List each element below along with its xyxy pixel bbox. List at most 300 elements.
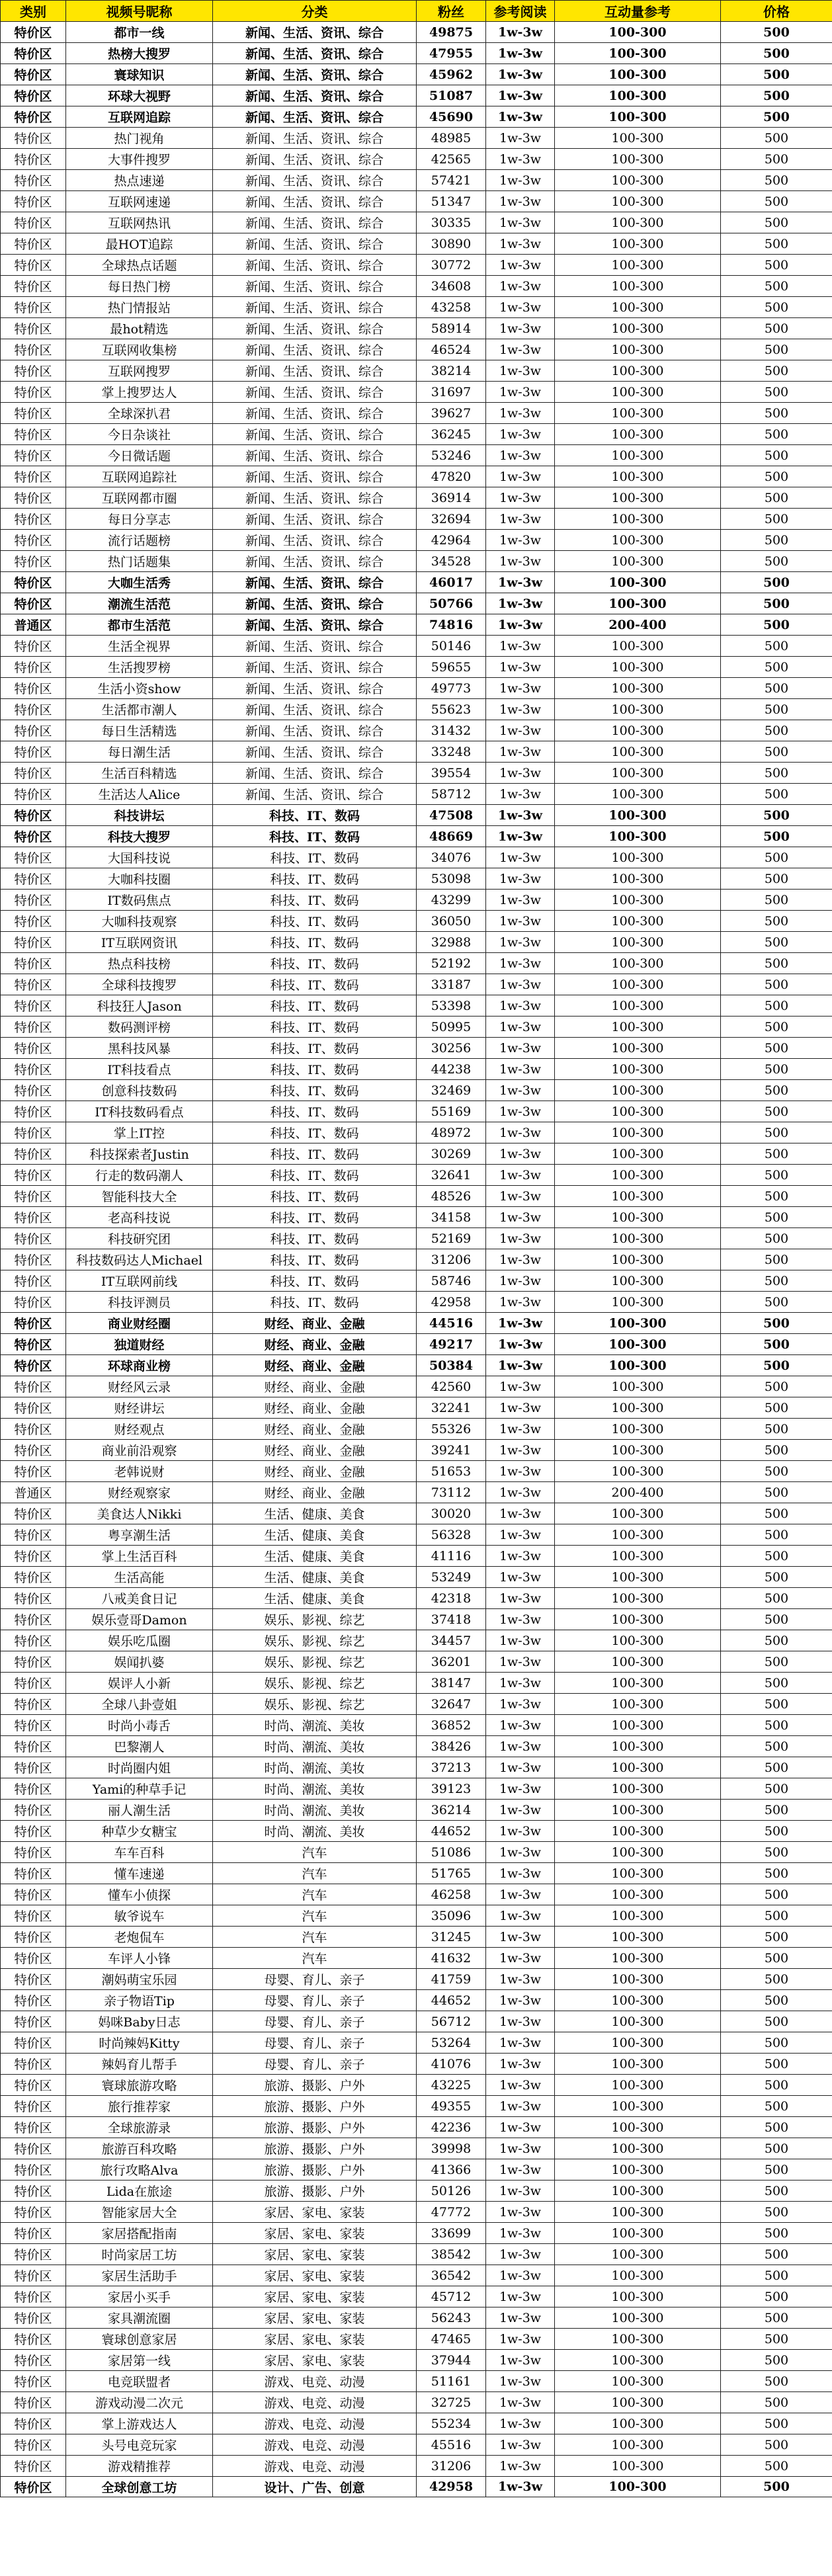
cell-price: 500 <box>721 424 832 445</box>
cell-price: 500 <box>721 1482 832 1503</box>
cell-category: 特价区 <box>1 572 66 593</box>
table-row <box>1 974 832 995</box>
cell-interactions: 100-300 <box>555 1588 721 1609</box>
cell-reads: 1w-3w <box>486 890 555 911</box>
cell-interactions: 100-300 <box>555 1990 721 2011</box>
cell-nickname: 懂车速递 <box>66 1863 213 1884</box>
table-row <box>1 1461 832 1482</box>
cell-category: 特价区 <box>1 847 66 868</box>
table-row <box>1 995 832 1017</box>
cell-interactions: 100-300 <box>555 1736 721 1757</box>
cell-price: 500 <box>721 1249 832 1270</box>
cell-classification: 财经、商业、金融 <box>213 1482 417 1503</box>
table-row <box>1 1228 832 1249</box>
cell-fans: 49875 <box>417 22 486 43</box>
cell-interactions: 100-300 <box>555 2434 721 2456</box>
cell-category: 特价区 <box>1 1334 66 1355</box>
cell-price: 500 <box>721 1313 832 1334</box>
cell-category: 特价区 <box>1 487 66 509</box>
table-row <box>1 382 832 403</box>
cell-fans: 48526 <box>417 1186 486 1207</box>
cell-fans: 32725 <box>417 2392 486 2413</box>
cell-category: 特价区 <box>1 784 66 805</box>
table-row <box>1 445 832 466</box>
cell-fans: 57421 <box>417 170 486 191</box>
cell-nickname: 互联网追踪社 <box>66 466 213 487</box>
cell-category: 特价区 <box>1 995 66 1017</box>
cell-category: 特价区 <box>1 43 66 64</box>
cell-reads: 1w-3w <box>486 2456 555 2477</box>
table-row <box>1 1524 832 1546</box>
table-row <box>1 1800 832 1821</box>
cell-price: 500 <box>721 1630 832 1651</box>
table-row <box>1 1080 832 1101</box>
cell-reads: 1w-3w <box>486 1503 555 1524</box>
cell-category: 特价区 <box>1 2329 66 2350</box>
cell-category: 特价区 <box>1 1165 66 1186</box>
cell-price: 500 <box>721 2434 832 2456</box>
cell-reads: 1w-3w <box>486 1419 555 1440</box>
table-row <box>1 2307 832 2329</box>
cell-category: 特价区 <box>1 1186 66 1207</box>
cell-nickname: 妈咪Baby日志 <box>66 2011 213 2032</box>
cell-interactions: 100-300 <box>555 551 721 572</box>
cell-interactions: 100-300 <box>555 1800 721 1821</box>
cell-interactions: 100-300 <box>555 1038 721 1059</box>
cell-nickname: 家具潮流圈 <box>66 2307 213 2329</box>
cell-reads: 1w-3w <box>486 1757 555 1778</box>
cell-classification: 汽车 <box>213 1842 417 1863</box>
cell-price: 500 <box>721 1969 832 1990</box>
cell-classification: 新闻、生活、资讯、综合 <box>213 276 417 297</box>
cell-nickname: 每日潮生活 <box>66 741 213 763</box>
cell-classification: 新闻、生活、资讯、综合 <box>213 530 417 551</box>
cell-category: 特价区 <box>1 1440 66 1461</box>
table-row <box>1 1397 832 1419</box>
cell-interactions: 100-300 <box>555 974 721 995</box>
cell-interactions: 100-300 <box>555 297 721 318</box>
cell-reads: 1w-3w <box>486 1482 555 1503</box>
cell-fans: 50766 <box>417 593 486 614</box>
cell-nickname: 掌上搜罗达人 <box>66 382 213 403</box>
cell-classification: 娱乐、影视、综艺 <box>213 1673 417 1694</box>
cell-price: 500 <box>721 1292 832 1313</box>
cell-reads: 1w-3w <box>486 1228 555 1249</box>
cell-category: 特价区 <box>1 1969 66 1990</box>
table-row <box>1 868 832 890</box>
cell-fans: 42964 <box>417 530 486 551</box>
table-row <box>1 1884 832 1905</box>
cell-category: 特价区 <box>1 741 66 763</box>
table-row <box>1 1313 832 1334</box>
cell-classification: 娱乐、影视、综艺 <box>213 1630 417 1651</box>
cell-classification: 财经、商业、金融 <box>213 1419 417 1440</box>
cell-price: 500 <box>721 2075 832 2096</box>
cell-category: 特价区 <box>1 1419 66 1440</box>
cell-nickname: IT互联网资讯 <box>66 932 213 953</box>
cell-interactions: 100-300 <box>555 1440 721 1461</box>
cell-reads: 1w-3w <box>486 868 555 890</box>
cell-classification: 新闻、生活、资讯、综合 <box>213 763 417 784</box>
cell-category: 特价区 <box>1 1355 66 1376</box>
cell-price: 500 <box>721 1778 832 1800</box>
cell-fans: 47820 <box>417 466 486 487</box>
cell-reads: 1w-3w <box>486 255 555 276</box>
cell-category: 特价区 <box>1 403 66 424</box>
cell-price: 500 <box>721 530 832 551</box>
cell-fans: 30256 <box>417 1038 486 1059</box>
cell-category: 特价区 <box>1 2075 66 2096</box>
cell-category: 特价区 <box>1 1546 66 1567</box>
cell-reads: 1w-3w <box>486 1334 555 1355</box>
cell-fans: 55623 <box>417 699 486 720</box>
table-row <box>1 191 832 212</box>
cell-interactions: 100-300 <box>555 2117 721 2138</box>
cell-nickname: 互联网热讯 <box>66 212 213 233</box>
cell-category: 特价区 <box>1 1778 66 1800</box>
cell-fans: 36852 <box>417 1715 486 1736</box>
cell-category: 特价区 <box>1 382 66 403</box>
cell-interactions: 100-300 <box>555 1376 721 1397</box>
cell-interactions: 100-300 <box>555 2392 721 2413</box>
cell-category: 特价区 <box>1 1059 66 1080</box>
cell-interactions: 100-300 <box>555 1017 721 1038</box>
cell-nickname: 掌上游戏达人 <box>66 2413 213 2434</box>
cell-interactions: 100-300 <box>555 593 721 614</box>
cell-nickname: 科技狂人Jason <box>66 995 213 1017</box>
cell-category: 特价区 <box>1 2181 66 2202</box>
cell-category: 特价区 <box>1 1905 66 1927</box>
cell-nickname: 科技数码达人Michael <box>66 1249 213 1270</box>
cell-fans: 34076 <box>417 847 486 868</box>
cell-interactions: 100-300 <box>555 1419 721 1440</box>
cell-reads: 1w-3w <box>486 382 555 403</box>
table-row <box>1 763 832 784</box>
cell-fans: 47465 <box>417 2329 486 2350</box>
table-row <box>1 1017 832 1038</box>
cell-fans: 50126 <box>417 2181 486 2202</box>
cell-price: 500 <box>721 953 832 974</box>
cell-nickname: 热榜大搜罗 <box>66 43 213 64</box>
table-row <box>1 2371 832 2392</box>
col-header-category: 类别 <box>1 1 66 22</box>
cell-classification: 游戏、电竞、动漫 <box>213 2392 417 2413</box>
cell-category: 特价区 <box>1 1503 66 1524</box>
cell-nickname: 家居第一线 <box>66 2350 213 2371</box>
cell-price: 500 <box>721 1270 832 1292</box>
cell-category: 特价区 <box>1 2244 66 2265</box>
cell-interactions: 100-300 <box>555 678 721 699</box>
cell-classification: 汽车 <box>213 1948 417 1969</box>
cell-fans: 36914 <box>417 487 486 509</box>
table-row <box>1 2138 832 2159</box>
cell-nickname: 数码测评榜 <box>66 1017 213 1038</box>
cell-fans: 37213 <box>417 1757 486 1778</box>
cell-classification: 新闻、生活、资讯、综合 <box>213 487 417 509</box>
cell-nickname: 辣妈育儿帮手 <box>66 2054 213 2075</box>
cell-interactions: 100-300 <box>555 1249 721 1270</box>
cell-interactions: 100-300 <box>555 2159 721 2181</box>
cell-interactions: 100-300 <box>555 1503 721 1524</box>
cell-category: 特价区 <box>1 932 66 953</box>
cell-classification: 家居、家电、家装 <box>213 2202 417 2223</box>
table-row <box>1 1122 832 1143</box>
cell-price: 500 <box>721 1080 832 1101</box>
cell-nickname: 老高科技说 <box>66 1207 213 1228</box>
cell-price: 500 <box>721 1376 832 1397</box>
cell-nickname: 种草少女糖宝 <box>66 1821 213 1842</box>
cell-fans: 39554 <box>417 763 486 784</box>
cell-category: 特价区 <box>1 106 66 128</box>
cell-fans: 38542 <box>417 2244 486 2265</box>
cell-interactions: 100-300 <box>555 784 721 805</box>
cell-reads: 1w-3w <box>486 2392 555 2413</box>
cell-category: 特价区 <box>1 191 66 212</box>
cell-fans: 41632 <box>417 1948 486 1969</box>
cell-classification: 新闻、生活、资讯、综合 <box>213 360 417 382</box>
cell-price: 500 <box>721 1101 832 1122</box>
cell-fans: 42560 <box>417 1376 486 1397</box>
cell-fans: 44516 <box>417 1313 486 1334</box>
cell-classification: 科技、IT、数码 <box>213 932 417 953</box>
cell-classification: 科技、IT、数码 <box>213 805 417 826</box>
cell-fans: 45690 <box>417 106 486 128</box>
cell-fans: 53264 <box>417 2032 486 2054</box>
cell-price: 500 <box>721 2096 832 2117</box>
cell-nickname: 互联网收集榜 <box>66 339 213 360</box>
cell-reads: 1w-3w <box>486 360 555 382</box>
cell-fans: 30020 <box>417 1503 486 1524</box>
cell-price: 500 <box>721 170 832 191</box>
cell-price: 500 <box>721 551 832 572</box>
cell-classification: 科技、IT、数码 <box>213 953 417 974</box>
cell-classification: 旅游、摄影、户外 <box>213 2159 417 2181</box>
cell-classification: 科技、IT、数码 <box>213 868 417 890</box>
cell-reads: 1w-3w <box>486 233 555 255</box>
cell-classification: 新闻、生活、资讯、综合 <box>213 593 417 614</box>
table-row <box>1 2456 832 2477</box>
cell-nickname: 都市生活范 <box>66 614 213 636</box>
cell-price: 500 <box>721 2117 832 2138</box>
cell-nickname: IT科技数码看点 <box>66 1101 213 1122</box>
cell-reads: 1w-3w <box>486 911 555 932</box>
cell-nickname: 巴黎潮人 <box>66 1736 213 1757</box>
cell-interactions: 100-300 <box>555 43 721 64</box>
cell-price: 500 <box>721 2223 832 2244</box>
cell-reads: 1w-3w <box>486 318 555 339</box>
col-header-nickname: 视频号昵称 <box>66 1 213 22</box>
cell-classification: 母婴、育儿、亲子 <box>213 2032 417 2054</box>
cell-interactions: 100-300 <box>555 2032 721 2054</box>
cell-category: 特价区 <box>1 1757 66 1778</box>
cell-interactions: 100-300 <box>555 1143 721 1165</box>
cell-nickname: 热门视角 <box>66 128 213 149</box>
cell-nickname: 科技评测员 <box>66 1292 213 1313</box>
cell-interactions: 100-300 <box>555 1715 721 1736</box>
cell-interactions: 100-300 <box>555 1630 721 1651</box>
cell-interactions: 100-300 <box>555 2223 721 2244</box>
cell-price: 500 <box>721 2202 832 2223</box>
cell-classification: 科技、IT、数码 <box>213 1038 417 1059</box>
cell-interactions: 100-300 <box>555 1461 721 1482</box>
cell-price: 500 <box>721 1757 832 1778</box>
cell-price: 500 <box>721 1186 832 1207</box>
cell-reads: 1w-3w <box>486 1122 555 1143</box>
cell-price: 500 <box>721 784 832 805</box>
cell-fans: 44652 <box>417 1821 486 1842</box>
cell-price: 500 <box>721 1905 832 1927</box>
table-row <box>1 1736 832 1757</box>
cell-classification: 旅游、摄影、户外 <box>213 2117 417 2138</box>
cell-reads: 1w-3w <box>486 170 555 191</box>
cell-interactions: 100-300 <box>555 530 721 551</box>
cell-classification: 旅游、摄影、户外 <box>213 2096 417 2117</box>
cell-classification: 科技、IT、数码 <box>213 974 417 995</box>
cell-classification: 新闻、生活、资讯、综合 <box>213 22 417 43</box>
cell-category: 特价区 <box>1 2392 66 2413</box>
cell-reads: 1w-3w <box>486 784 555 805</box>
cell-category: 特价区 <box>1 2096 66 2117</box>
cell-classification: 新闻、生活、资讯、综合 <box>213 403 417 424</box>
cell-category: 特价区 <box>1 657 66 678</box>
table-row <box>1 699 832 720</box>
cell-price: 500 <box>721 382 832 403</box>
cell-price: 500 <box>721 1017 832 1038</box>
cell-reads: 1w-3w <box>486 212 555 233</box>
cell-price: 500 <box>721 2011 832 2032</box>
cell-nickname: 财经观察家 <box>66 1482 213 1503</box>
cell-nickname: 全球热点话题 <box>66 255 213 276</box>
cell-nickname: 车车百科 <box>66 1842 213 1863</box>
cell-reads: 1w-3w <box>486 1588 555 1609</box>
cell-reads: 1w-3w <box>486 64 555 85</box>
cell-interactions: 100-300 <box>555 2329 721 2350</box>
cell-interactions: 100-300 <box>555 128 721 149</box>
cell-fans: 36214 <box>417 1800 486 1821</box>
table-row <box>1 614 832 636</box>
cell-price: 500 <box>721 106 832 128</box>
cell-interactions: 100-300 <box>555 572 721 593</box>
cell-fans: 42958 <box>417 2477 486 2497</box>
cell-interactions: 100-300 <box>555 2011 721 2032</box>
cell-nickname: 八戒美食日记 <box>66 1588 213 1609</box>
cell-fans: 51086 <box>417 1842 486 1863</box>
table-row <box>1 1927 832 1948</box>
cell-nickname: 今日微话题 <box>66 445 213 466</box>
cell-category: 特价区 <box>1 1694 66 1715</box>
cell-nickname: 全球科技搜罗 <box>66 974 213 995</box>
cell-classification: 新闻、生活、资讯、综合 <box>213 678 417 699</box>
table-row <box>1 720 832 741</box>
table-row <box>1 2032 832 2054</box>
table-row <box>1 1270 832 1292</box>
cell-price: 500 <box>721 1059 832 1080</box>
cell-category: 特价区 <box>1 1651 66 1673</box>
cell-reads: 1w-3w <box>486 1842 555 1863</box>
cell-nickname: 寰球旅游攻略 <box>66 2075 213 2096</box>
cell-interactions: 100-300 <box>555 1546 721 1567</box>
cell-classification: 新闻、生活、资讯、综合 <box>213 382 417 403</box>
cell-category: 特价区 <box>1 868 66 890</box>
cell-classification: 新闻、生活、资讯、综合 <box>213 741 417 763</box>
cell-reads: 1w-3w <box>486 1397 555 1419</box>
cell-category: 特价区 <box>1 424 66 445</box>
cell-fans: 31432 <box>417 720 486 741</box>
cell-price: 500 <box>721 1651 832 1673</box>
cell-interactions: 100-300 <box>555 466 721 487</box>
cell-price: 500 <box>721 1143 832 1165</box>
cell-price: 500 <box>721 149 832 170</box>
cell-category: 特价区 <box>1 509 66 530</box>
cell-interactions: 100-300 <box>555 1207 721 1228</box>
cell-classification: 科技、IT、数码 <box>213 1101 417 1122</box>
cell-category: 特价区 <box>1 720 66 741</box>
cell-interactions: 100-300 <box>555 636 721 657</box>
cell-interactions: 100-300 <box>555 657 721 678</box>
cell-nickname: 全球深扒君 <box>66 403 213 424</box>
cell-interactions: 100-300 <box>555 720 721 741</box>
cell-interactions: 200-400 <box>555 1482 721 1503</box>
cell-category: 特价区 <box>1 2117 66 2138</box>
cell-reads: 1w-3w <box>486 466 555 487</box>
cell-interactions: 100-300 <box>555 953 721 974</box>
cell-interactions: 100-300 <box>555 1905 721 1927</box>
cell-classification: 财经、商业、金融 <box>213 1397 417 1419</box>
cell-nickname: 敏爷说车 <box>66 1905 213 1927</box>
cell-classification: 新闻、生活、资讯、综合 <box>213 509 417 530</box>
cell-fans: 31245 <box>417 1927 486 1948</box>
table-row <box>1 128 832 149</box>
cell-price: 500 <box>721 593 832 614</box>
cell-price: 500 <box>721 1715 832 1736</box>
cell-classification: 游戏、电竞、动漫 <box>213 2434 417 2456</box>
cell-reads: 1w-3w <box>486 763 555 784</box>
cell-fans: 47955 <box>417 43 486 64</box>
table-row <box>1 1038 832 1059</box>
cell-reads: 1w-3w <box>486 1080 555 1101</box>
cell-reads: 1w-3w <box>486 932 555 953</box>
cell-interactions: 100-300 <box>555 847 721 868</box>
cell-price: 500 <box>721 85 832 106</box>
cell-price: 500 <box>721 1355 832 1376</box>
cell-classification: 时尚、潮流、美妆 <box>213 1736 417 1757</box>
cell-classification: 科技、IT、数码 <box>213 1249 417 1270</box>
cell-classification: 汽车 <box>213 1884 417 1905</box>
cell-price: 500 <box>721 1334 832 1355</box>
cell-fans: 50146 <box>417 636 486 657</box>
cell-category: 特价区 <box>1 233 66 255</box>
cell-classification: 游戏、电竞、动漫 <box>213 2413 417 2434</box>
cell-classification: 科技、IT、数码 <box>213 1122 417 1143</box>
table-row <box>1 2477 832 2497</box>
cell-category: 特价区 <box>1 1143 66 1165</box>
cell-price: 500 <box>721 1927 832 1948</box>
cell-fans: 36050 <box>417 911 486 932</box>
cell-reads: 1w-3w <box>486 2011 555 2032</box>
cell-category: 特价区 <box>1 2434 66 2456</box>
cell-interactions: 100-300 <box>555 64 721 85</box>
cell-category: 特价区 <box>1 1736 66 1757</box>
table-row <box>1 1186 832 1207</box>
cell-price: 500 <box>721 2350 832 2371</box>
cell-price: 500 <box>721 699 832 720</box>
cell-classification: 汽车 <box>213 1927 417 1948</box>
cell-interactions: 100-300 <box>555 424 721 445</box>
cell-category: 特价区 <box>1 1038 66 1059</box>
cell-category: 特价区 <box>1 2350 66 2371</box>
table-row <box>1 1143 832 1165</box>
cell-price: 500 <box>721 64 832 85</box>
